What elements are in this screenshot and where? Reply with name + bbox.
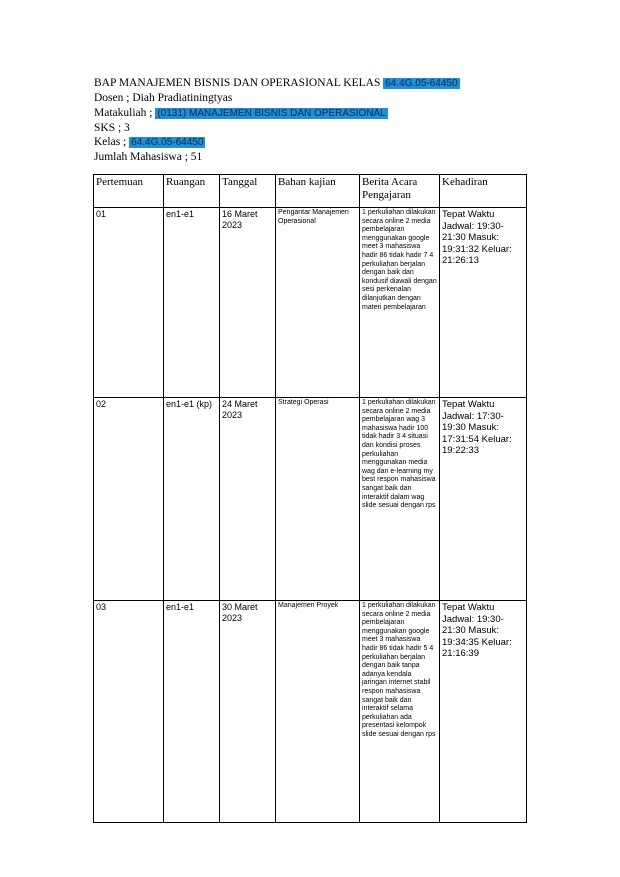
table-row [94, 601, 527, 823]
title-kelas-highlight: 64.4G.05-64450 [385, 78, 458, 89]
col-header-tanggal: Tanggal [220, 175, 276, 208]
col-header-berita-acara: Berita Acara Pengajaran [360, 175, 440, 208]
cell-ruangan: en1-e1 (kp) [164, 398, 220, 601]
cell-bahan-kajian: Pengantar Manajemen Operasional [276, 208, 360, 398]
cell-tanggal: 16 Maret 2023 [220, 208, 276, 398]
table-row [94, 398, 527, 601]
cell-pertemuan: 01 [94, 208, 164, 398]
document-title: BAP MANAJEMEN BISNIS DAN OPERASIONAL KELAS [94, 77, 381, 89]
dosen-label: Dosen ; [94, 92, 130, 105]
cell-pertemuan: 03 [94, 601, 164, 823]
cell-bahan-kajian: Strategi Operasi [276, 398, 360, 601]
sks-value: 3 [124, 121, 130, 134]
matakuliah-label: Matakuliah ; [94, 106, 153, 119]
title-line [94, 76, 534, 91]
col-header-kehadiran: Kehadiran [440, 175, 527, 208]
cell-ruangan: en1-e1 [164, 601, 220, 823]
cell-ruangan: en1-e1 [164, 208, 220, 398]
col-header-bahan-kajian: Bahan kajian [276, 175, 360, 208]
kelas-label: Kelas ; [94, 136, 127, 149]
jumlah-line [94, 150, 534, 164]
dosen-value: Diah Pradiatiningtyas [132, 92, 233, 105]
cell-tanggal: 24 Maret 2023 [220, 398, 276, 601]
cell-berita-acara: 1 perkuliahan dilakukan secara online 2 media pembelajaran menggunakan google meet 3 mahasiswa hadir 86 tidak hadir 7 4 perkuliahan berjalan dengan baik dan kondusif diawali dengan sesi perkenalan dilanjutkan dengan materi pembelajaran [360, 208, 440, 398]
dosen-line [94, 91, 534, 105]
document-header [94, 76, 534, 165]
table-row [94, 208, 527, 398]
jumlah-label: Jumlah Mahasiswa ; [94, 151, 188, 164]
cell-berita-acara: 1 perkuliahan dilakukan secara online 2 media pembelajaran menggunakan google meet 3 mahasiswa hadir 86 tidak hadir 5 4 perkuliahan berjalan dengan baik tanpa adanya kendala jaringan internet stabil respon mahasiswa sangat baik dan interaktif selama perkuliahan ada presentasi kelompok slide sesuai dengan rps [360, 601, 440, 823]
cell-kehadiran: Tepat Waktu Jadwal: 17:30-19:30 Masuk: 17:31:54 Keluar: 19:22:33 [440, 398, 527, 601]
cell-pertemuan: 02 [94, 398, 164, 601]
table-header-row [94, 175, 527, 208]
jumlah-value: 51 [190, 151, 203, 164]
col-header-ruangan: Ruangan [164, 175, 220, 208]
kelas-line [94, 135, 534, 150]
sks-line [94, 121, 534, 135]
cell-kehadiran: Tepat Waktu Jadwal: 19:30-21:30 Masuk: 19:31:32 Keluar: 21:26:13 [440, 208, 527, 398]
col-header-pertemuan: Pertemuan [94, 175, 164, 208]
bap-table [93, 174, 527, 823]
sks-label: SKS ; [94, 121, 122, 134]
cell-kehadiran: Tepat Waktu Jadwal: 19:30-21:30 Masuk: 19:34:35 Keluar: 21:16:39 [440, 601, 527, 823]
matakuliah-line [94, 106, 534, 121]
matakuliah-value: (0131) MANAJEMEN BISNIS DAN OPERASIONAL [157, 107, 386, 119]
cell-berita-acara: 1 perkuliahan dilakukan secara online 2 media pembelajaran wag 3 mahasiswa hadir 100 tidak hadir 3 4 situasi dan kondisi proses perkuliahan menggunakan media wag dan e-learning my best respon mahasiswa sangat baik dan interaktif dalam wag slide sesuai dengan rps [360, 398, 440, 601]
kelas-value: 64.4G.05-64450 [131, 137, 204, 149]
cell-tanggal: 30 Maret 2023 [220, 601, 276, 823]
cell-bahan-kajian: Manajemen Proyek [276, 601, 360, 823]
